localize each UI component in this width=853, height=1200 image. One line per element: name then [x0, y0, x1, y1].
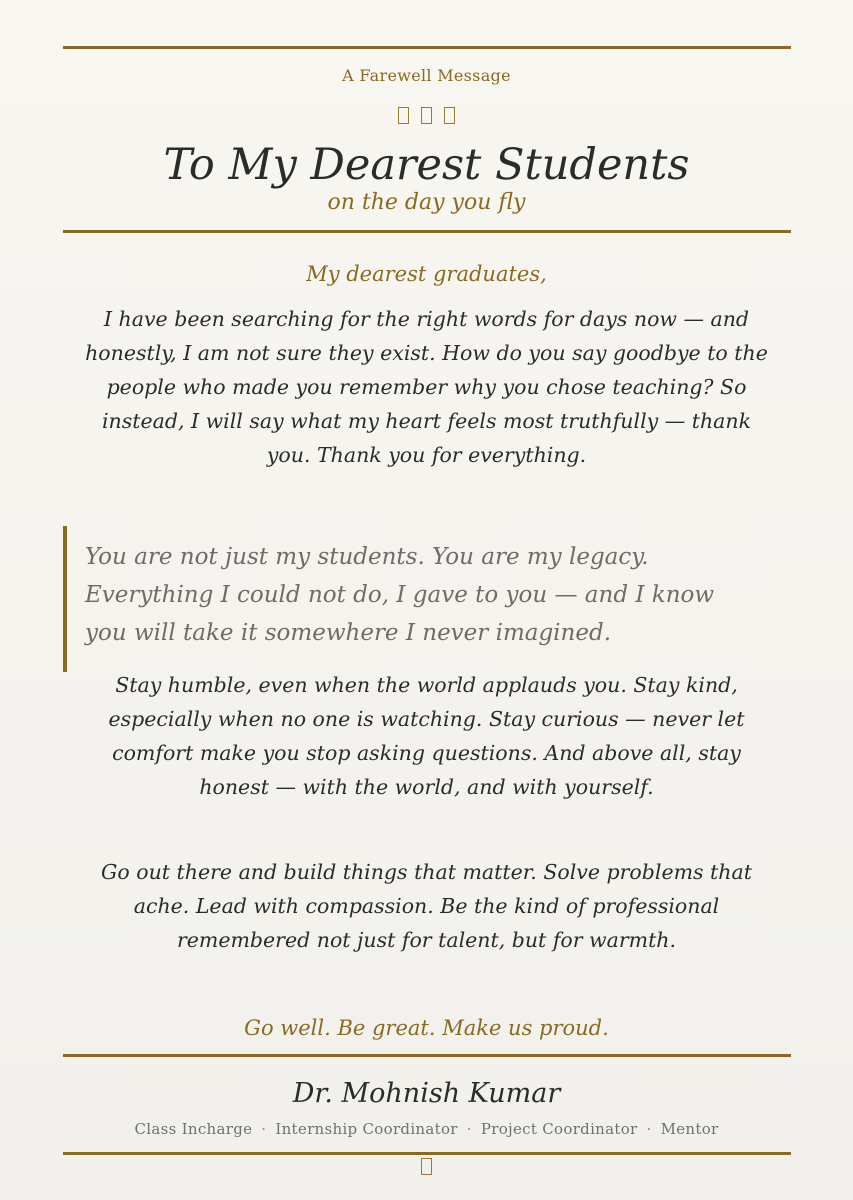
role-class-incharge: Class Incharge: [134, 1120, 253, 1138]
glyph-box-icon: [398, 107, 409, 124]
letter-paragraph-3: Go out there and build things that matter. Solve problems that ache. Lead with compassion. Be the kind of professional remembered not just for talent, but for warmth.: [101, 860, 752, 952]
signature-name: Dr. Mohnish Kumar: [292, 1078, 561, 1109]
letter-paragraph-2: Stay humble, even when the world applauds you. Stay kind, especially when no one is watching. Stay curious — never let comfort make you stop asking questions. And above all, stay honest — with the world, and with yourself.: [108, 673, 745, 799]
role-separator: ·: [261, 1120, 267, 1138]
bottom-divider: [63, 1152, 791, 1155]
signature-roles: [0, 1120, 853, 1138]
glyph-box-icon: [421, 107, 432, 124]
role-separator: ·: [466, 1120, 472, 1138]
role-separator: ·: [646, 1120, 652, 1138]
ornament-icon: [0, 104, 853, 125]
top-divider: [63, 46, 791, 49]
glyph-box-icon: [444, 107, 455, 124]
pull-quote: You are not just my students. You are my legacy. Everything I could not do, I gave to you — and I know you will take it somewhere I never imagined.: [85, 544, 715, 646]
quote-accent-bar: [63, 526, 67, 672]
page-title: To My Dearest Students: [163, 140, 690, 190]
letter-paragraph-1: I have been searching for the right words for days now — and honestly, I am not sure they exist. How do you say goodbye to the people who made you remember why you chose teaching? So instead, I will say what my heart feels most truthfully — thank you. Thank you for everything.: [85, 307, 768, 467]
role-project-coordinator: Project Coordinator: [480, 1120, 638, 1138]
salutation: My dearest graduates,: [306, 262, 547, 286]
role-internship-coordinator: Internship Coordinator: [275, 1120, 458, 1138]
footer-ornament: [0, 1158, 853, 1179]
closing-line: Go well. Be great. Make us proud.: [244, 1016, 609, 1040]
page-subtitle: on the day you fly: [327, 190, 526, 215]
signature-divider: [63, 1054, 791, 1057]
header-divider: [63, 230, 791, 233]
glyph-box-icon: [421, 1158, 432, 1175]
role-mentor: Mentor: [660, 1120, 719, 1138]
eyebrow-label: A Farewell Message: [342, 66, 511, 85]
